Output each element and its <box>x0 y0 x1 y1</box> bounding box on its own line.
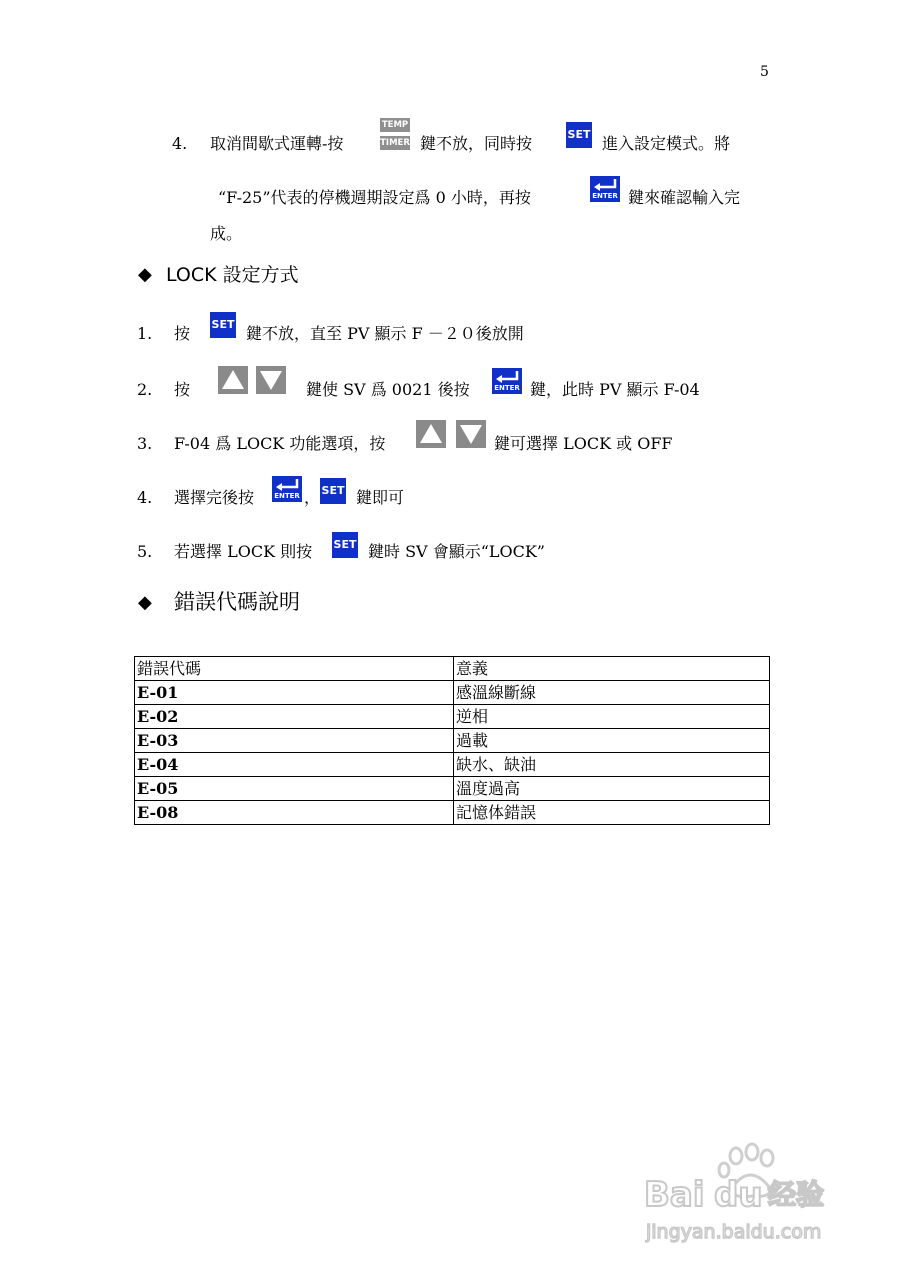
table-row <box>135 729 770 753</box>
baidu-watermark-logo <box>640 1140 850 1250</box>
lock-item-1-number: 1. <box>137 324 153 343</box>
set-key-icon: SET <box>566 122 592 148</box>
lock-item-5-text-b: 鍵時 SV 會顯示“LOCK” <box>368 542 545 561</box>
error-code-cell: E-05 <box>135 777 454 801</box>
lock-item-3-text-b: 鍵可選擇 LOCK 或 OFF <box>494 434 673 453</box>
step4-text-5: 鍵來確認輸入完 <box>628 188 741 207</box>
error-section-title: 錯誤代碼說明 <box>174 590 300 614</box>
step4-text-6: 成。 <box>210 224 243 243</box>
table-row <box>135 753 770 777</box>
error-code-cell: E-08 <box>135 801 454 825</box>
lock-item-2-text-b: 鍵使 SV 爲 0021 後按 <box>306 380 470 399</box>
error-code-cell: E-04 <box>135 753 454 777</box>
step4-text-4: “F-25”代表的停機週期設定爲 0 小時，再按 <box>218 188 531 207</box>
table-row <box>135 705 770 729</box>
error-meaning-cell: 記憶体錯誤 <box>454 801 770 825</box>
lock-item-2-text-a: 按 <box>174 380 191 399</box>
error-meaning-cell: 感溫線斷線 <box>454 681 770 705</box>
error-meaning-cell: 過載 <box>454 729 770 753</box>
temp-timer-key-icon: TEMP TIMER <box>380 120 410 148</box>
table-header-row <box>135 657 770 681</box>
up-arrow-key-icon <box>218 366 248 394</box>
step4-number: 4. <box>172 134 188 153</box>
lock-item-4-text-a: 選擇完後按 <box>174 488 255 507</box>
step4-text-2: 鍵不放，同時按 <box>420 134 533 153</box>
svg-text:jingyan.baidu.com: jingyan.baidu.com <box>646 1221 822 1243</box>
table-row <box>135 777 770 801</box>
page-number: 5 <box>760 64 769 80</box>
lock-item-1-text-a: 按 <box>174 324 191 343</box>
error-meaning-cell: 缺水、缺油 <box>454 753 770 777</box>
lock-item-4-number: 4. <box>137 488 153 507</box>
error-meaning-cell: 逆相 <box>454 705 770 729</box>
table-header-cell: 錯誤代碼 <box>135 657 454 681</box>
error-code-table <box>134 656 770 825</box>
lock-item-5-number: 5. <box>137 542 153 561</box>
table-header-cell: 意義 <box>454 657 770 681</box>
set-key-icon: SET <box>320 478 346 504</box>
error-code-cell: E-01 <box>135 681 454 705</box>
set-key-icon: SET <box>332 532 358 558</box>
svg-text:经验: 经验 <box>768 1178 825 1211</box>
table-row <box>135 681 770 705</box>
down-arrow-key-icon <box>456 420 486 448</box>
lock-item-3-number: 3. <box>137 434 153 453</box>
lock-item-4-text-c: 鍵即可 <box>356 488 405 507</box>
down-arrow-key-icon <box>256 366 286 394</box>
lock-item-2-number: 2. <box>137 380 153 399</box>
error-section-bullet: ◆ <box>138 592 152 613</box>
step4-text-1: 取消間歇式運轉-按 <box>210 134 344 153</box>
error-code-cell: E-03 <box>135 729 454 753</box>
lock-item-4-text-b: ， <box>304 488 321 507</box>
lock-item-5-text-a: 若選擇 LOCK 則按 <box>174 542 313 561</box>
set-key-icon: SET <box>210 312 236 338</box>
lock-item-3-text-a: F-04 爲 LOCK 功能選項，按 <box>174 434 386 453</box>
svg-text:Bai: Bai <box>644 1175 705 1215</box>
svg-text:du: du <box>714 1175 763 1215</box>
enter-key-icon: ENTER <box>590 176 620 202</box>
step4-text-3: 進入設定模式。將 <box>602 134 731 153</box>
enter-key-icon: ENTER <box>272 476 302 502</box>
error-meaning-cell: 溫度過高 <box>454 777 770 801</box>
lock-item-2-text-c: 鍵，此時 PV 顯示 F-04 <box>530 380 700 399</box>
up-arrow-key-icon <box>416 420 446 448</box>
table-row <box>135 801 770 825</box>
lock-section-bullet: ◆ <box>138 264 152 285</box>
lock-item-1-text-b: 鍵不放，直至 PV 顯示 F －２０後放開 <box>246 324 524 343</box>
enter-key-icon: ENTER <box>492 368 522 394</box>
lock-section-title: LOCK 設定方式 <box>166 264 299 286</box>
error-code-cell: E-02 <box>135 705 454 729</box>
